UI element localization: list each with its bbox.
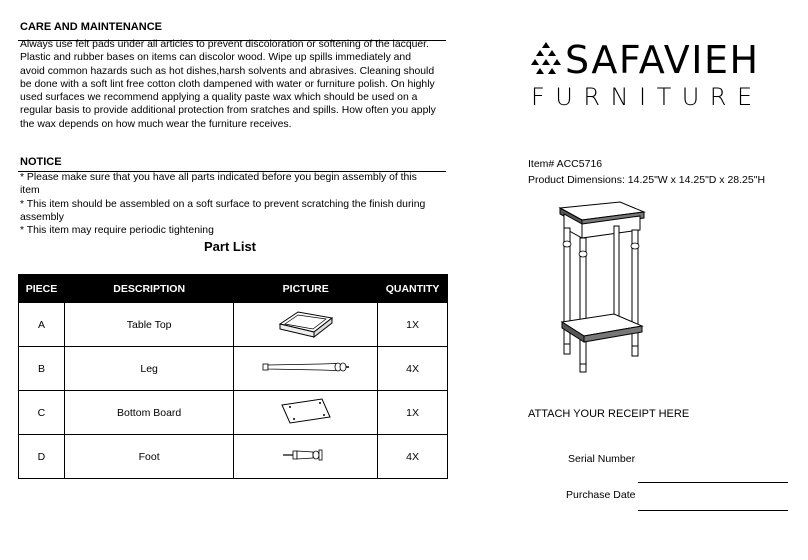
side-table-drawing — [552, 196, 652, 376]
table-row — [19, 391, 448, 435]
notice-line: * Please make sure that you have all parts indicated before you begin assembly of this — [20, 172, 417, 183]
piece-cell: B — [19, 347, 65, 391]
care-line: Plastic and rubber bases on items can discolor wood. Wipe up spills immediately and — [20, 52, 411, 64]
quantity-cell: 4X — [378, 347, 448, 391]
description-cell: Foot — [64, 435, 233, 479]
bottom-board-icon — [278, 396, 334, 426]
part-list-table — [18, 274, 448, 479]
serial-number-label: Serial Number — [568, 453, 636, 465]
picture-cell — [234, 391, 378, 435]
foot-icon — [281, 448, 331, 462]
notice-title: NOTICE — [20, 156, 62, 168]
piece-cell: C — [19, 391, 65, 435]
header-description: DESCRIPTION — [64, 275, 233, 303]
safavieh-logo-icon — [531, 42, 561, 78]
table-row — [19, 303, 448, 347]
brand-subtitle: FURNITURE — [531, 83, 763, 111]
description-cell: Leg — [64, 347, 233, 391]
header-piece: PIECE — [19, 275, 65, 303]
quantity-cell: 4X — [378, 435, 448, 479]
quantity-cell: 1X — [378, 303, 448, 347]
notice-line: item — [20, 185, 40, 197]
serial-number-line — [638, 482, 788, 483]
purchase-date-line — [638, 510, 788, 511]
piece-cell: D — [19, 435, 65, 479]
care-line: used surfaces we recommend applying a quality paste wax which should be used on a — [20, 92, 418, 104]
care-line: Always use felt pads under all articles to prevent discoloration or softening of the lacquer. — [20, 39, 429, 50]
care-paragraph — [20, 38, 460, 131]
table-top-icon — [276, 306, 336, 340]
table-row — [19, 435, 448, 479]
product-dimensions: Product Dimensions: 14.25"W x 14.25"D x 28.25"H — [528, 174, 766, 186]
description-cell: Bottom Board — [64, 391, 233, 435]
quantity-cell: 1X — [378, 391, 448, 435]
leg-icon — [261, 360, 351, 374]
table-header-row — [19, 275, 448, 303]
notice-paragraph — [20, 171, 460, 237]
care-line: regular basis to provide additional protection from sratches and spills. How often you apply — [20, 105, 436, 117]
header-picture: PICTURE — [234, 275, 378, 303]
part-list-title: Part List — [204, 239, 257, 254]
notice-line: * This item may require periodic tightening — [20, 225, 214, 237]
notice-line: * This item should be assembled on a soft surface to prevent scratching the finish during — [20, 198, 426, 210]
picture-cell — [234, 435, 378, 479]
picture-cell — [234, 347, 378, 391]
care-title: CARE AND MAINTENANCE — [20, 21, 162, 33]
receipt-title: ATTACH YOUR RECEIPT HERE — [528, 408, 690, 420]
care-line: avoid common hazards such as hot dishes,harsh solvents and abrasives. Cleaning should — [20, 65, 435, 77]
care-line: be done with a soft lint free cotton cloth dampened with water or furniture polish. On highly — [20, 78, 435, 90]
care-line: the wax depends on how much wear the furniture receives. — [20, 118, 292, 130]
piece-cell: A — [19, 303, 65, 347]
table-row — [19, 347, 448, 391]
notice-line: assembly — [20, 211, 64, 223]
picture-cell — [234, 303, 378, 347]
brand-name: SAFAVIEH — [565, 38, 760, 82]
purchase-date-label: Purchase Date — [566, 489, 636, 501]
header-quantity: QUANTITY — [378, 275, 448, 303]
description-cell: Table Top — [64, 303, 233, 347]
item-number: Item# ACC5716 — [528, 158, 603, 170]
